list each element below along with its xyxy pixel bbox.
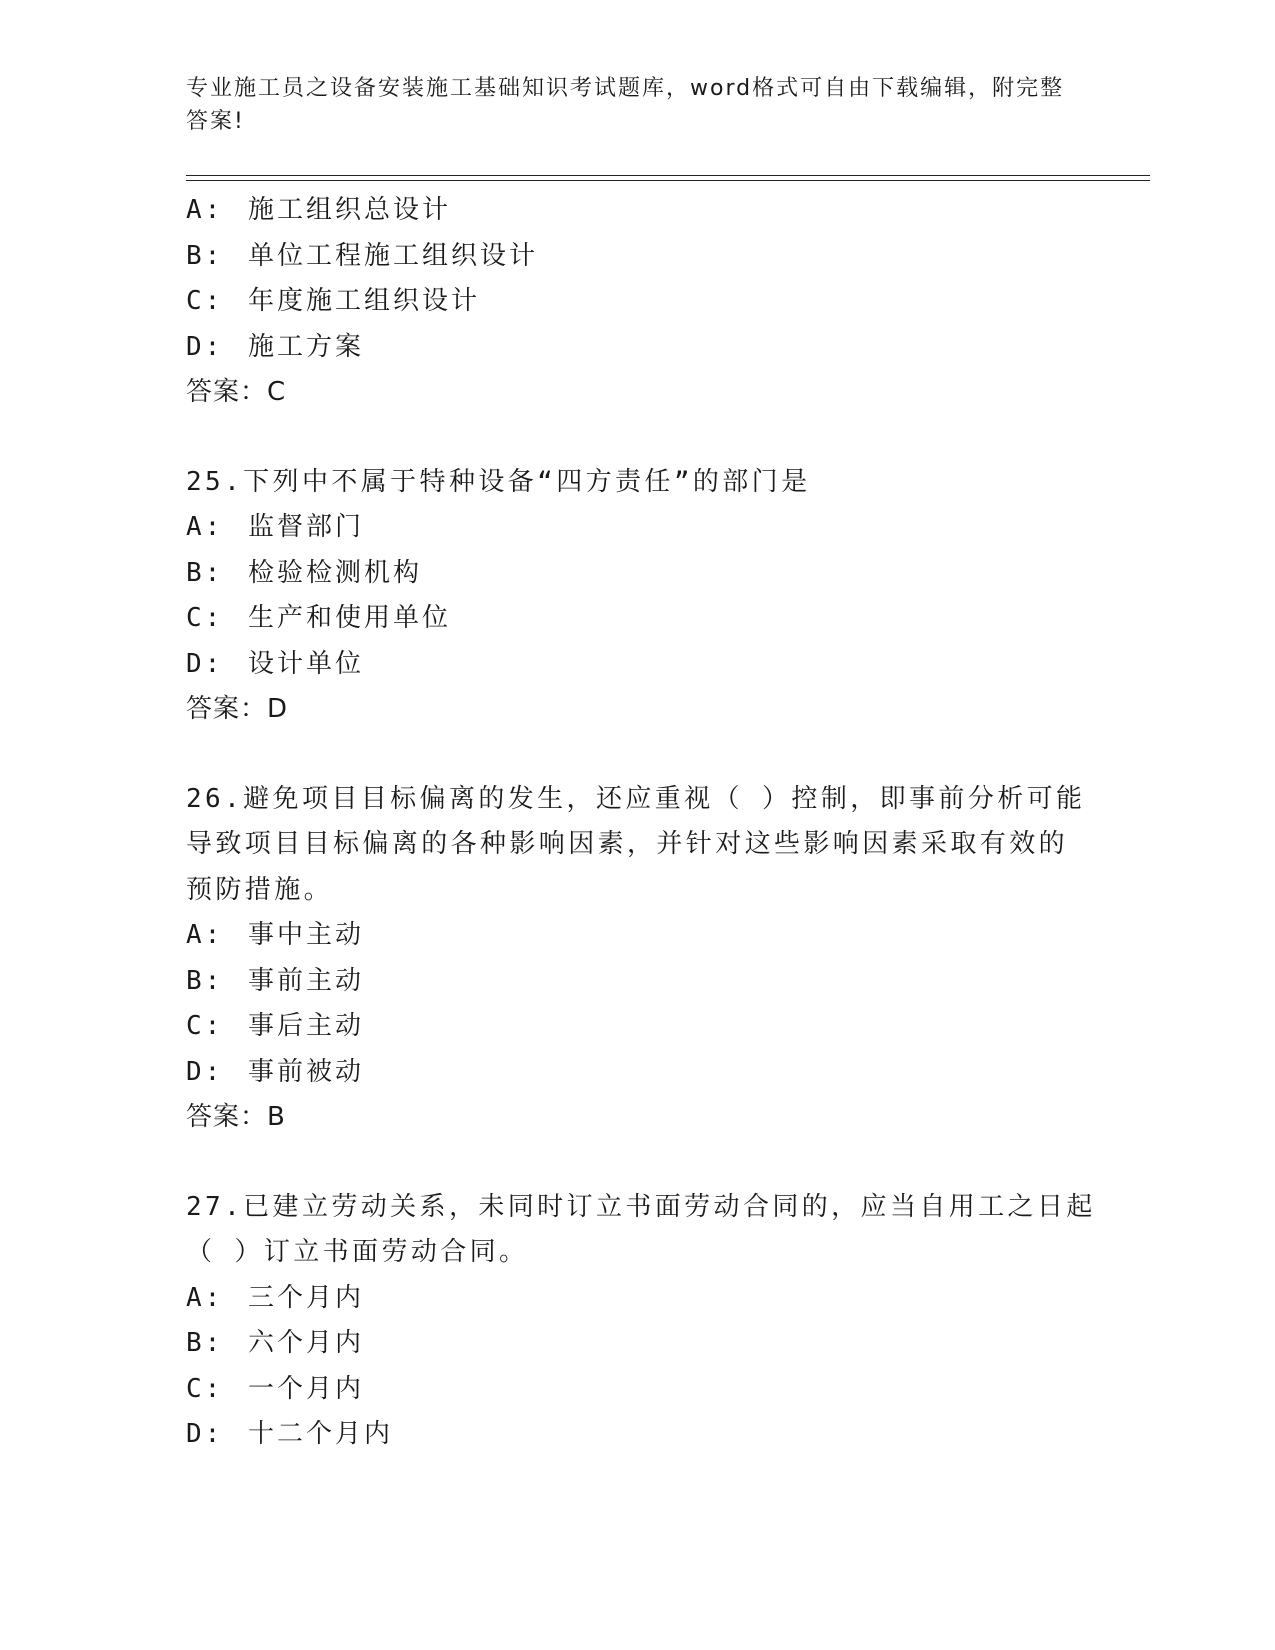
question-text-line: 26.避免项目目标偏离的发生，还应重视（ ）控制，即事前分析可能 xyxy=(186,783,1086,814)
question-list xyxy=(186,188,1096,1458)
option-text: 施工组织总设计 xyxy=(229,195,451,225)
option-d xyxy=(186,1050,1086,1096)
option-text: 单位工程施工组织设计 xyxy=(229,240,538,271)
option-letter: B: xyxy=(186,1328,224,1358)
option-text: 一个月内 xyxy=(229,1373,364,1404)
option-letter: D: xyxy=(186,1419,224,1449)
option-d xyxy=(186,325,1086,371)
option-c xyxy=(186,1367,1086,1413)
option-text: 六个月内 xyxy=(229,1328,364,1358)
option-c xyxy=(186,1004,1086,1050)
option-b xyxy=(186,234,1086,280)
question-block xyxy=(186,1185,1096,1458)
option-letter: A: xyxy=(186,512,224,542)
option-text: 年度施工组织设计 xyxy=(229,286,480,316)
block-spacer xyxy=(186,416,1086,460)
option-text: 十二个月内 xyxy=(229,1419,393,1449)
option-text: 生产和使用单位 xyxy=(229,603,451,633)
answer-line: 答案：D xyxy=(186,694,289,724)
option-text: 事中主动 xyxy=(229,920,364,950)
option-letter: A: xyxy=(186,195,224,225)
option-text: 设计单位 xyxy=(229,648,364,679)
option-d xyxy=(186,1412,1086,1458)
question-text-line: 25.下列中不属于特种设备“四方责任”的部门是 xyxy=(186,466,811,497)
option-a xyxy=(186,505,1086,551)
option-b xyxy=(186,551,1086,597)
option-letter: A: xyxy=(186,920,224,950)
option-c xyxy=(186,596,1086,642)
question-block xyxy=(186,777,1086,1141)
question-text-line: 预防措施。 xyxy=(186,874,334,905)
option-letter: C: xyxy=(186,286,224,316)
question-text xyxy=(186,777,1086,914)
block-spacer xyxy=(186,733,1086,777)
question-block xyxy=(186,460,1086,733)
option-letter: B: xyxy=(186,240,224,271)
option-text: 施工方案 xyxy=(229,331,364,362)
option-d xyxy=(186,642,1086,688)
question-text-line: 27.已建立劳动关系，未同时订立书面劳动合同的，应当自用工之日起 xyxy=(186,1191,1096,1222)
option-letter: C: xyxy=(186,1011,224,1041)
option-text: 监督部门 xyxy=(229,512,364,542)
option-a xyxy=(186,913,1086,959)
option-text: 事前主动 xyxy=(229,965,364,996)
option-a xyxy=(186,1276,1086,1322)
option-letter: C: xyxy=(186,603,224,633)
option-letter: A: xyxy=(186,1282,224,1313)
option-text: 三个月内 xyxy=(229,1282,364,1313)
question-text-line: 导致项目目标偏离的各种影响因素，并针对这些影响因素采取有效的 xyxy=(186,829,1069,859)
option-letter: D: xyxy=(186,1056,224,1087)
question-block xyxy=(186,188,1086,416)
answer-line: 答案：C xyxy=(186,377,287,407)
question-text xyxy=(186,460,1066,506)
option-text: 事后主动 xyxy=(229,1011,364,1041)
document-header-title: 专业施工员之设备安装施工基础知识考试题库，word格式可自由下载编辑，附完整答案! xyxy=(186,76,1065,134)
header-divider-bottom xyxy=(186,180,1150,181)
answer-line: 答案：B xyxy=(186,1102,286,1132)
option-letter: B: xyxy=(186,965,224,996)
option-b xyxy=(186,1321,1086,1367)
option-text: 检验检测机构 xyxy=(229,557,422,588)
option-a xyxy=(186,188,1086,234)
header-divider-top xyxy=(186,175,1150,176)
option-letter: B: xyxy=(186,557,224,588)
question-text-line: （ ）订立书面劳动合同。 xyxy=(186,1237,529,1267)
option-letter: D: xyxy=(186,331,224,362)
option-letter: C: xyxy=(186,1373,224,1404)
option-letter: D: xyxy=(186,648,224,679)
option-text: 事前被动 xyxy=(229,1056,364,1087)
question-text xyxy=(186,1185,1096,1276)
option-b xyxy=(186,959,1086,1005)
option-c xyxy=(186,279,1086,325)
block-spacer xyxy=(186,1141,1086,1185)
